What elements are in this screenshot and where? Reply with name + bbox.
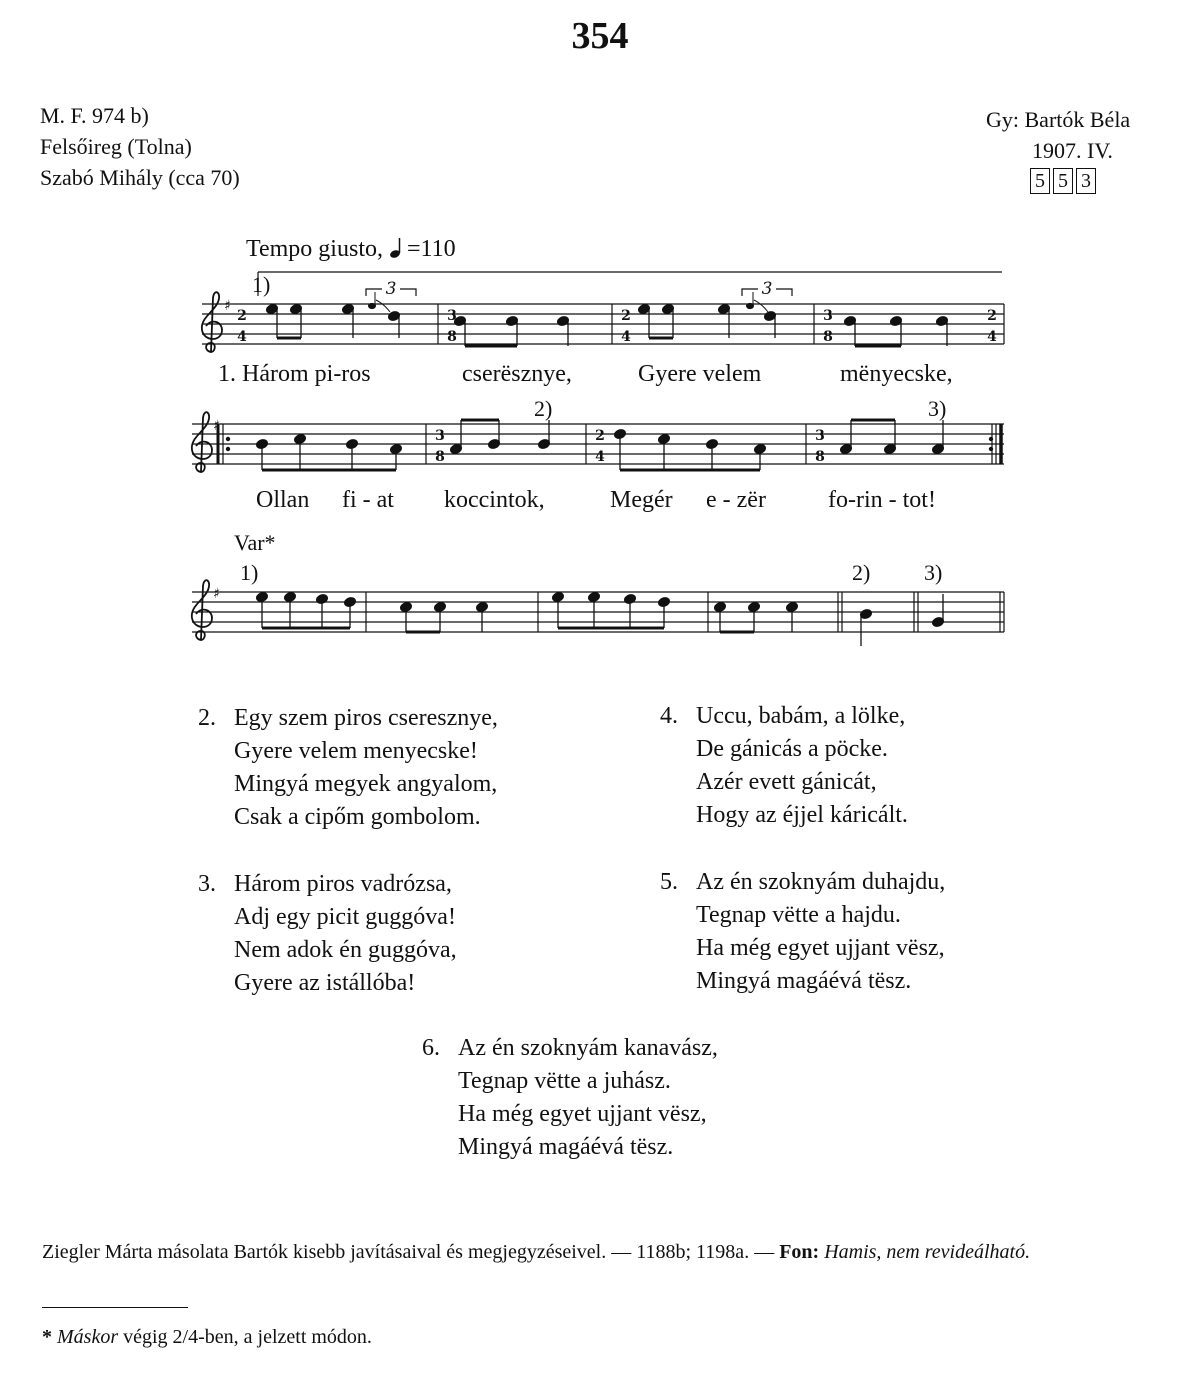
stanza-line: Mingyá magáévá tësz. — [458, 1134, 674, 1160]
page-number: 354 — [571, 15, 629, 57]
svg-text:♯: ♯ — [224, 298, 231, 314]
svg-text:2: 2 — [621, 308, 631, 324]
svg-text:8: 8 — [435, 449, 445, 465]
svg-text:3): 3) — [928, 396, 947, 421]
staff-1-notes — [265, 303, 948, 346]
editorial-note — [42, 1236, 1162, 1268]
classification-box: 3 — [1076, 168, 1096, 194]
svg-text:3): 3) — [924, 560, 943, 585]
stanza-line: Az én szoknyám duhajdu, — [696, 869, 946, 895]
staff-3-notes — [255, 591, 944, 646]
stanza-line: Mingyá magáévá tësz. — [696, 968, 912, 994]
svg-text:cserësznye,: cserësznye, — [462, 361, 572, 387]
svg-text:Gyere velem: Gyere velem — [638, 361, 762, 387]
svg-text:mënyecske,: mënyecske, — [840, 361, 953, 387]
grace-notes — [369, 292, 769, 312]
variant-label: Var* — [234, 530, 276, 555]
svg-text:♯: ♯ — [213, 418, 220, 434]
svg-text:Megér: Megér — [610, 487, 673, 513]
lyrics-line-2 — [256, 487, 936, 513]
stanza-line: Ha még egyet ujjant vësz, — [696, 935, 945, 961]
svg-text:fo-rin - tot!: fo-rin - tot! — [828, 487, 936, 513]
source-singer: Szabó Mihály (cca 70) — [40, 165, 240, 190]
svg-text:8: 8 — [447, 329, 457, 345]
footnote-star: * — [42, 1326, 52, 1348]
stanza-4 — [660, 700, 908, 832]
svg-text:♯: ♯ — [213, 586, 220, 602]
svg-text:3: 3 — [435, 428, 445, 444]
lyrics-line-1 — [218, 361, 953, 387]
source-place: Felsőireg (Tolna) — [40, 134, 192, 159]
stanza-line: Hogy az éjjel káricált. — [696, 802, 908, 828]
svg-text:1. Három pi-ros: 1. Három pi-ros — [218, 361, 371, 387]
footnote-markers — [234, 272, 946, 585]
stanza-number: 4. — [660, 703, 678, 729]
stanza-3 — [198, 868, 457, 1000]
stanza-line: Az én szoknyám kanavász, — [458, 1035, 718, 1061]
stanza-line: Csak a cipőm gombolom. — [234, 804, 481, 830]
stanza-line: Uccu, babám, a lölke, — [696, 703, 906, 729]
stanza-5 — [660, 866, 945, 998]
stanza-6 — [422, 1032, 718, 1164]
note-main: Ziegler Márta másolata Bartók kisebb javításaival és megjegyzéseivel. — 1188b; 1198a. — — [42, 1241, 775, 1263]
score-staves — [0, 0, 1200, 680]
svg-text:3: 3 — [823, 308, 833, 324]
classification-box: 5 — [1030, 168, 1050, 194]
staff-1-lines — [202, 304, 1004, 344]
svg-text:8: 8 — [823, 329, 833, 345]
metronome-value: =110 — [406, 236, 456, 262]
stanza-line: Egy szem piros cseresznye, — [234, 705, 498, 731]
note-fon-value: Hamis, nem revideálható. — [824, 1241, 1031, 1263]
svg-text:e - zër: e - zër — [706, 487, 766, 513]
stanza-number: 3. — [198, 871, 216, 897]
svg-text:3: 3 — [447, 308, 457, 324]
stanza-number: 5. — [660, 869, 678, 895]
footnote-text: végig 2/4-ben, a jelzett módon. — [123, 1326, 372, 1348]
stanza-2 — [198, 702, 498, 834]
svg-text:2): 2) — [534, 396, 553, 421]
stanza-line: Gyere az istállóba! — [234, 970, 416, 996]
triplet-number: 3 — [385, 279, 397, 299]
footnote — [42, 1326, 372, 1349]
stanza-number: 6. — [422, 1035, 440, 1061]
svg-text:4: 4 — [595, 449, 605, 465]
collector-date: 1907. IV. — [1032, 138, 1113, 163]
stanza-line: Mingyá megyek angyalom, — [234, 771, 498, 797]
footnote-divider — [42, 1307, 188, 1308]
svg-text:1): 1) — [252, 272, 271, 297]
musical-score — [0, 0, 1200, 680]
svg-text:Ollan: Ollan — [256, 487, 310, 513]
note-fon-label: Fon: — [779, 1241, 820, 1263]
triplet-number: 3 — [761, 279, 773, 299]
svg-text:2): 2) — [852, 560, 871, 585]
stanza-line: Ha még egyet ujjant vësz, — [458, 1101, 707, 1127]
tempo-text: Tempo giusto, — [246, 236, 383, 262]
svg-text:fi - at: fi - at — [342, 487, 394, 513]
source-id: M. F. 974 b) — [40, 103, 149, 128]
stanza-line: Azér evett gánicát, — [696, 769, 877, 795]
stanza-line: De gánicás a pöcke. — [696, 736, 888, 762]
svg-text:4: 4 — [237, 329, 247, 345]
stanza-line: Nem adok én guggóva, — [234, 937, 457, 963]
stanza-line: Gyere velem menyecske! — [234, 738, 478, 764]
svg-text:8: 8 — [815, 449, 825, 465]
stanza-line: Adj egy picit guggóva! — [234, 904, 456, 930]
svg-text:koccintok,: koccintok, — [444, 487, 545, 513]
svg-text:4: 4 — [621, 329, 631, 345]
collector-name: Gy: Bartók Béla — [986, 107, 1131, 132]
svg-text:2: 2 — [237, 308, 247, 324]
svg-text:2: 2 — [987, 308, 997, 324]
stanza-number: 2. — [198, 705, 216, 731]
svg-text:2: 2 — [595, 428, 605, 444]
svg-text:1): 1) — [240, 560, 259, 585]
svg-text:4: 4 — [987, 329, 997, 345]
classification-box: 5 — [1053, 168, 1073, 194]
stanza-line: Három piros vadrózsa, — [234, 871, 452, 897]
svg-text:3: 3 — [815, 428, 825, 444]
footnote-italic: Máskor — [57, 1326, 119, 1348]
stanza-line: Tegnap vëtte a juhász. — [458, 1068, 671, 1094]
stanza-line: Tegnap vëtte a hajdu. — [696, 902, 901, 928]
